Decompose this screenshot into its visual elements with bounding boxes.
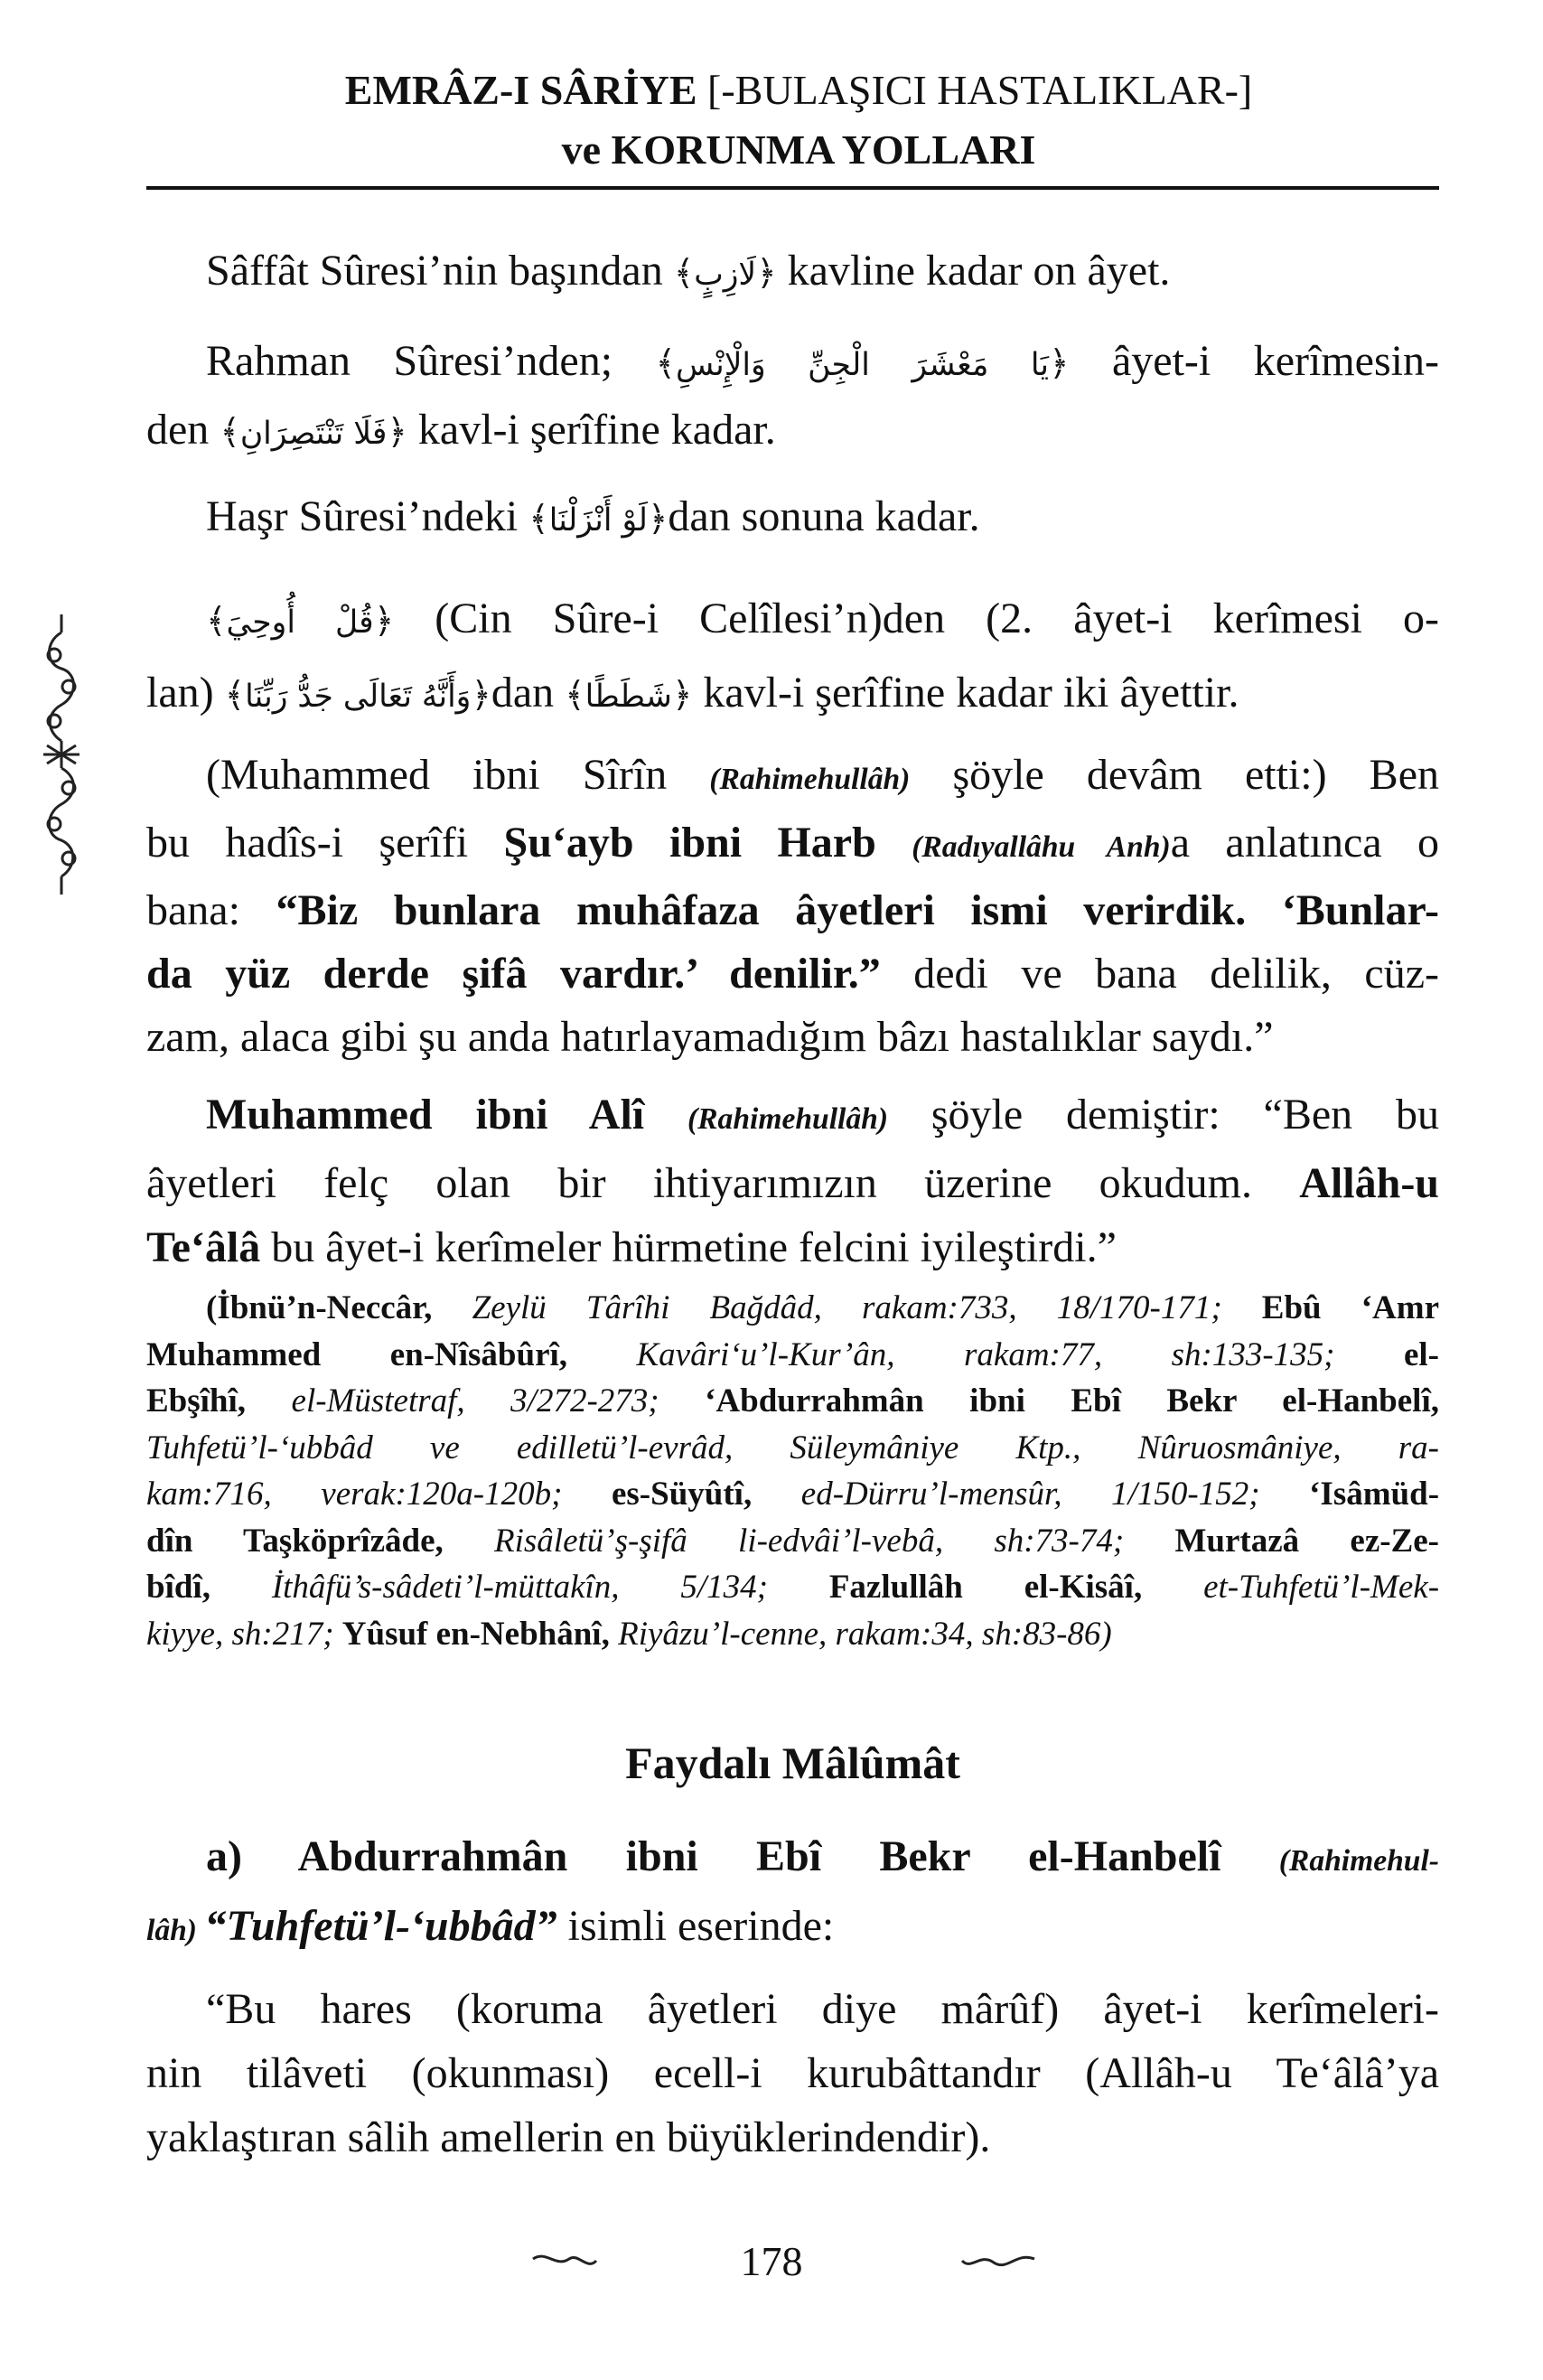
text-run: şöyle devâm etti:) Ben: [910, 751, 1439, 799]
header-subtitle: ve KORUNMA YOLLARI: [561, 126, 1036, 173]
emphasis-text-run: Te‘âlâ: [146, 1223, 261, 1271]
text-run: zam, alaca gibi şu anda hatırlayamadığım bâzı hastalıklar saydı.”: [146, 1013, 1274, 1061]
text-run: kavl-i şerîfine kadar iki âyettir.: [692, 669, 1239, 717]
text-line: [146, 658, 1439, 732]
text-line: [146, 1151, 1439, 1215]
emphasis-text-run: “Tuhfetü’l-‘ubbâd”: [204, 1902, 557, 1950]
ornate-bracket-left-icon: ﴾: [224, 675, 246, 716]
quran-quote: [565, 669, 692, 717]
quran-quote: [528, 492, 668, 540]
emphasis-text-run: bîdî,: [146, 1569, 272, 1606]
paragraph-rahman: [146, 329, 1439, 466]
ornate-bracket-right-icon: ﴿: [671, 675, 693, 716]
ornate-bracket-left-icon: ﴾: [206, 601, 227, 642]
header-title-bold: EMRÂZ-I SÂRİYE: [344, 67, 697, 113]
text-line: [146, 2041, 1439, 2105]
text-run: dedi ve bana delilik, cüz-: [880, 950, 1439, 998]
arabic-text: لَازِبٍ: [694, 257, 757, 293]
text-run: isimli eserinde:: [556, 1902, 835, 1950]
paragraph-bu-hares: [146, 1977, 1439, 2169]
italic-text-run: Riyâzu’l-cenne, rakam:34, sh:83-86): [618, 1615, 1112, 1653]
arabic-text: قُلْ أُوحِيَ: [226, 604, 374, 641]
quran-quote: [674, 247, 777, 295]
ornate-bracket-left-icon: ﴾: [673, 253, 695, 294]
italic-text-run: Kavâri‘u’l-Kur’ân, rakam:77, sh:133-135;: [636, 1335, 1404, 1373]
text-line: [146, 584, 1439, 658]
header-rule: [146, 186, 1439, 190]
text-line: [146, 1824, 1439, 1894]
emphasis-text-run: Fazlullâh el-Kisâî,: [828, 1569, 1204, 1606]
italic-text-run: el-Müstetraf, 3/272-273;: [291, 1382, 706, 1420]
ornate-bracket-right-icon: ﴿: [1049, 343, 1070, 384]
text-run: yaklaştıran sâlih amellerin en büyüklerindendir).: [146, 2113, 991, 2161]
emphasis-text-run: (Rahimehullâh): [709, 763, 911, 796]
emphasis-text-run: (İbnü’n-Neccâr,: [206, 1289, 472, 1326]
text-run: Haşr Sûresi’ndeki: [206, 492, 529, 540]
text-line: [146, 1611, 1439, 1658]
text-run: [876, 819, 912, 867]
italic-text-run: Zeylü Târîhi Bağdâd, rakam:733, 18/170-171;: [472, 1289, 1262, 1326]
text-run: a anlatınca o: [1170, 819, 1440, 867]
ornate-bracket-left-icon: ﴾: [655, 343, 677, 384]
text-run: (Cin Sûre-i Celîlesi’n)den (2. âyet-i kerîmesi o-: [394, 595, 1440, 642]
quran-quote: [206, 595, 394, 642]
italic-text-run: kam:716, verak:120a-120b;: [146, 1476, 612, 1513]
page-number: 178: [740, 2238, 803, 2284]
text-run: kavline kadar on âyet.: [776, 247, 1171, 295]
emphasis-text-run: Murtazâ ez-Ze-: [1174, 1522, 1439, 1560]
text-run: bana:: [146, 886, 276, 934]
running-subheader: [0, 123, 1543, 177]
emphasis-text-run: da yüz derde şifâ vardır.’ denilir.”: [146, 950, 881, 998]
running-header: [0, 63, 1543, 117]
text-line: [146, 1285, 1439, 1332]
text-line: [146, 1425, 1439, 1472]
text-line: [146, 1471, 1439, 1518]
emphasis-text-run: lâh): [146, 1914, 205, 1947]
text-run: Rahman Sûresi’nden;: [206, 337, 656, 385]
italic-text-run: Tuhfetü’l-‘ubbâd ve edilletü’l-evrâd, Süleymâniye Ktp., Nûruosmâniye, ra-: [146, 1429, 1439, 1466]
text-line: [146, 1215, 1439, 1279]
right-swirl-ornament-icon: [958, 2248, 1039, 2275]
paragraph-hanbeli: [146, 1824, 1439, 1963]
ornate-bracket-right-icon: ﴿: [387, 412, 407, 453]
text-run: Sâffât Sûresi’nin başından: [206, 247, 674, 295]
emphasis-text-run: Ebşîhî,: [146, 1382, 292, 1420]
emphasis-text-run: dîn Taşköprîzâde,: [146, 1522, 495, 1560]
paragraph-ibni-ali: [146, 1082, 1439, 1279]
text-run: lan): [146, 669, 225, 717]
italic-text-run: İthâfü’s-sâdeti’l-müttakîn, 5/134;: [271, 1569, 829, 1606]
emphasis-text-run: Muhammed en-Nîsâbûrî,: [146, 1335, 637, 1373]
emphasis-text-run: Şu‘ayb ibni Harb: [503, 819, 876, 867]
emphasis-text-run: “Biz bunlara muhâfaza âyetleri ismi verirdik. ‘Bunlar-: [276, 886, 1439, 934]
text-line: [146, 1082, 1439, 1151]
text-line: [146, 1894, 1439, 1963]
text-line: [146, 744, 1439, 811]
emphasis-text-run: (Radıyallâhu Anh): [912, 830, 1171, 864]
emphasis-text-run: a) Abdurrahmân ibni Ebî Bekr el-Hanbelî: [206, 1832, 1279, 1880]
text-line: [146, 1006, 1439, 1069]
text-line: [146, 811, 1439, 879]
emphasis-text-run: Ebû ‘Amr: [1261, 1289, 1440, 1326]
text-run: kavl-i şerîfine kadar.: [407, 406, 776, 454]
arabic-text: شَطَطًا: [584, 679, 672, 715]
emphasis-text-run: ‘Isâmüd-: [1309, 1476, 1440, 1513]
section-heading: Faydalı Mâlûmât: [625, 1738, 960, 1788]
text-line: [146, 1332, 1439, 1379]
emphasis-text-run: Allâh-u: [1299, 1159, 1439, 1207]
text-line: [146, 1977, 1439, 2041]
emphasis-text-run: (Rahimehul-: [1278, 1844, 1439, 1878]
arabic-text: لَوْ أَنْزَلْنَا: [548, 502, 648, 539]
ornate-bracket-left-icon: ﴾: [528, 499, 549, 539]
paragraph-hasr: [146, 484, 1439, 553]
text-line: [146, 1564, 1439, 1611]
text-run: nin tilâveti (okunması) ecell-i kurubâttandır (Allâh-u Te‘âlâ’ya: [146, 2049, 1439, 2097]
text-run: bu hadîs-i şerîfi: [146, 819, 504, 867]
text-line: [146, 879, 1439, 942]
text-line: [146, 239, 1439, 307]
ornate-bracket-right-icon: ﴿: [756, 253, 777, 294]
text-line: [146, 329, 1439, 398]
italic-text-run: ed-Dürru’l-mensûr, 1/150-152;: [800, 1476, 1310, 1513]
arabic-text: يَا مَعْشَرَ الْجِنِّ وَالْإِنْسِ: [676, 347, 1049, 383]
text-line: [146, 942, 1439, 1006]
quran-quote: [225, 669, 491, 717]
ornate-bracket-left-icon: ﴾: [565, 675, 585, 716]
text-line: [146, 2105, 1439, 2169]
ornate-bracket-right-icon: ﴿: [373, 601, 395, 642]
italic-text-run: kiyye, sh:217;: [146, 1615, 342, 1653]
paragraph-saffat: [146, 239, 1439, 307]
paragraph-cin: [146, 584, 1439, 732]
emphasis-text-run: ‘Abdurrahmân ibni Ebî Bekr el-Hanbelî,: [705, 1382, 1439, 1420]
quran-quote: [656, 337, 1070, 385]
arabic-text: وَأَنَّهُ تَعَالَى جَدُّ رَبِّنَا: [245, 679, 472, 715]
emphasis-text-run: el-: [1403, 1335, 1439, 1373]
emphasis-text-run: Yûsuf en-Nebhânî,: [341, 1615, 619, 1653]
text-run: bu âyet-i kerîmeler hürmetine felcini iyileştirdi.”: [260, 1223, 1117, 1271]
side-ornament-icon: [36, 614, 87, 899]
quran-quote: [220, 406, 407, 454]
ornate-bracket-left-icon: ﴾: [220, 412, 240, 453]
text-run: “Bu hares (koruma âyetleri diye mârûf) âyet-i kerîmeleri-: [206, 1985, 1439, 2033]
emphasis-text-run: es-Süyûtî,: [611, 1476, 801, 1513]
emphasis-text-run: (Rahimehullâh): [687, 1102, 889, 1136]
text-run: şöyle demiştir: “Ben bu: [888, 1091, 1440, 1138]
text-line: [146, 484, 1439, 553]
text-line: [146, 398, 1439, 466]
text-run: dan: [491, 669, 566, 717]
italic-text-run: Risâletü’ş-şifâ li-edvâi’l-vebâ, sh:73-74;: [494, 1522, 1175, 1560]
text-line: [146, 1378, 1439, 1425]
text-run: den: [146, 406, 220, 454]
emphasis-text-run: Muhammed ibni Alî: [206, 1091, 687, 1138]
text-line: [146, 1518, 1439, 1565]
header-title-regular: [-BULAŞICI HASTALIKLAR-]: [707, 67, 1253, 113]
paragraph-sirin: [146, 744, 1439, 1069]
text-run: dan sonuna kadar.: [668, 492, 980, 540]
ornate-bracket-right-icon: ﴿: [471, 675, 491, 716]
text-run: (Muhammed ibni Sîrîn: [206, 751, 710, 799]
ornate-bracket-right-icon: ﴿: [647, 499, 669, 539]
arabic-text: فَلَا تَنْتَصِرَانِ: [239, 416, 388, 452]
italic-text-run: et-Tuhfetü’l-Mek-: [1203, 1569, 1440, 1606]
references-block: [146, 1285, 1439, 1657]
text-run: âyet-i kerîmesin-: [1069, 337, 1439, 385]
text-run: âyetleri felç olan bir ihtiyarımızın üzerine okudum.: [146, 1159, 1300, 1207]
